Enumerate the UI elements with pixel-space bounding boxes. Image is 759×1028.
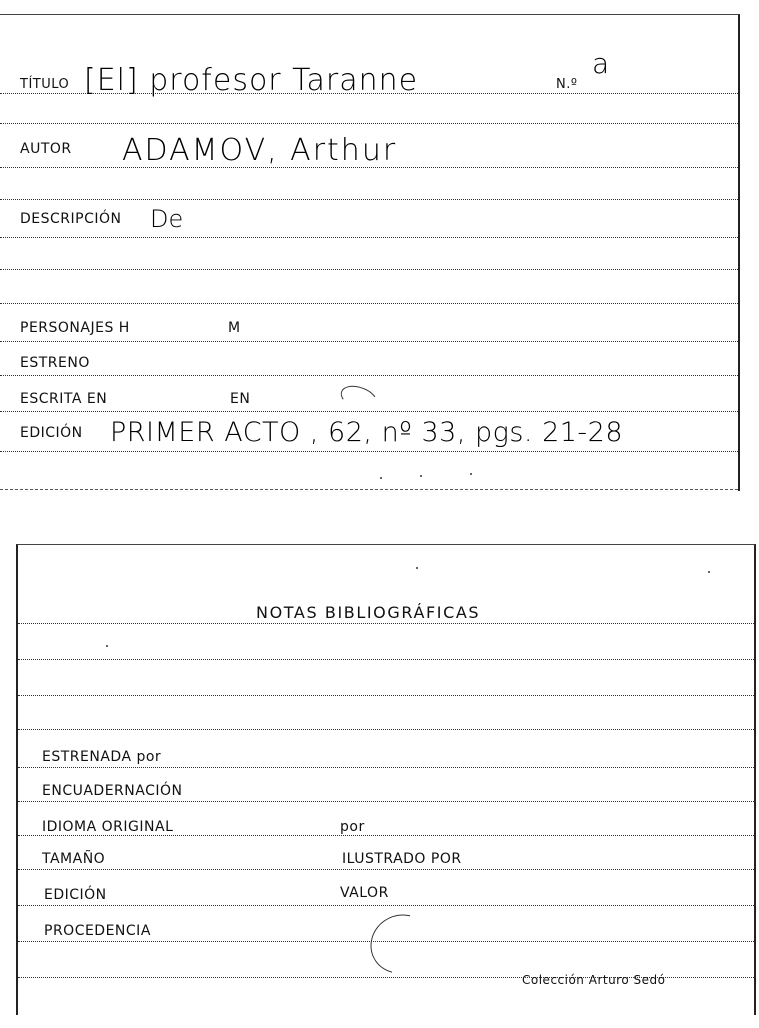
tamano-rule (18, 869, 754, 870)
estreno-label: ESTRENO (20, 355, 90, 371)
speck (416, 567, 418, 569)
ilustrado-label: ILUSTRADO POR (342, 851, 462, 867)
escrita-label: ESCRITA EN (20, 391, 108, 407)
encuadernacion-label: ENCUADERNACIÓN (42, 783, 183, 799)
pencil-mark (360, 903, 443, 984)
blank-rule-4 (0, 303, 738, 304)
personajes-m-label: M (228, 320, 241, 336)
edicion-rule (0, 451, 738, 452)
personajes-label: PERSONAJES H (20, 320, 130, 336)
personajes-rule (0, 341, 738, 342)
catalog-card-back (16, 544, 756, 1015)
notas-heading: NOTAS BIBLIOGRÁFICAS (256, 603, 481, 622)
speck (106, 645, 108, 647)
por-label: por (340, 819, 365, 835)
numero-label: N.º (556, 77, 578, 92)
encuadernacion-rule (18, 801, 754, 802)
descripcion-rule (0, 237, 738, 238)
speck (380, 477, 382, 479)
edicion-bottom-rule (18, 905, 754, 906)
blank-rule-6 (18, 695, 754, 696)
card-top-bottom-edge (0, 489, 738, 490)
coleccion-stamp: Colección Arturo Sedó (522, 973, 666, 987)
escrita-rule (0, 411, 738, 412)
valor-label: VALOR (340, 885, 389, 901)
procedencia-label: PROCEDENCIA (44, 923, 151, 939)
speck (420, 475, 422, 477)
blank-rule-5 (18, 659, 754, 660)
blank-rule-3 (0, 269, 738, 270)
blank-rule-7 (18, 729, 754, 730)
estrenada-rule (18, 767, 754, 768)
numero-value: a (592, 47, 610, 80)
titulo-label: TÍTULO (20, 77, 70, 92)
tamano-label: TAMAÑO (42, 851, 106, 867)
blank-rule-2 (0, 199, 738, 200)
idioma-label: IDIOMA ORIGINAL (42, 819, 174, 835)
estrenada-label: ESTRENADA por (42, 749, 162, 765)
blank-rule-1 (0, 123, 738, 124)
titulo-value: [El] profesor Taranne (84, 63, 419, 98)
autor-label: AUTOR (20, 141, 72, 157)
speck (470, 473, 472, 475)
catalog-card-front (0, 14, 740, 491)
estreno-rule (0, 375, 738, 376)
descripcion-label: DESCRIPCIÓN (20, 211, 122, 227)
speck (708, 571, 710, 573)
edicion-value: PRIMER ACTO , 62, nº 33, pgs. 21-28 (110, 417, 624, 448)
edicion-bottom-label: EDICIÓN (44, 887, 107, 903)
idioma-rule (18, 835, 754, 836)
pencil-mark (337, 381, 380, 415)
descripcion-value: De (150, 205, 184, 233)
edicion-label: EDICIÓN (20, 425, 83, 441)
escrita-en-label: EN (230, 391, 251, 407)
notas-rule (18, 623, 754, 624)
autor-value: ADAMOV, Arthur (122, 133, 398, 168)
